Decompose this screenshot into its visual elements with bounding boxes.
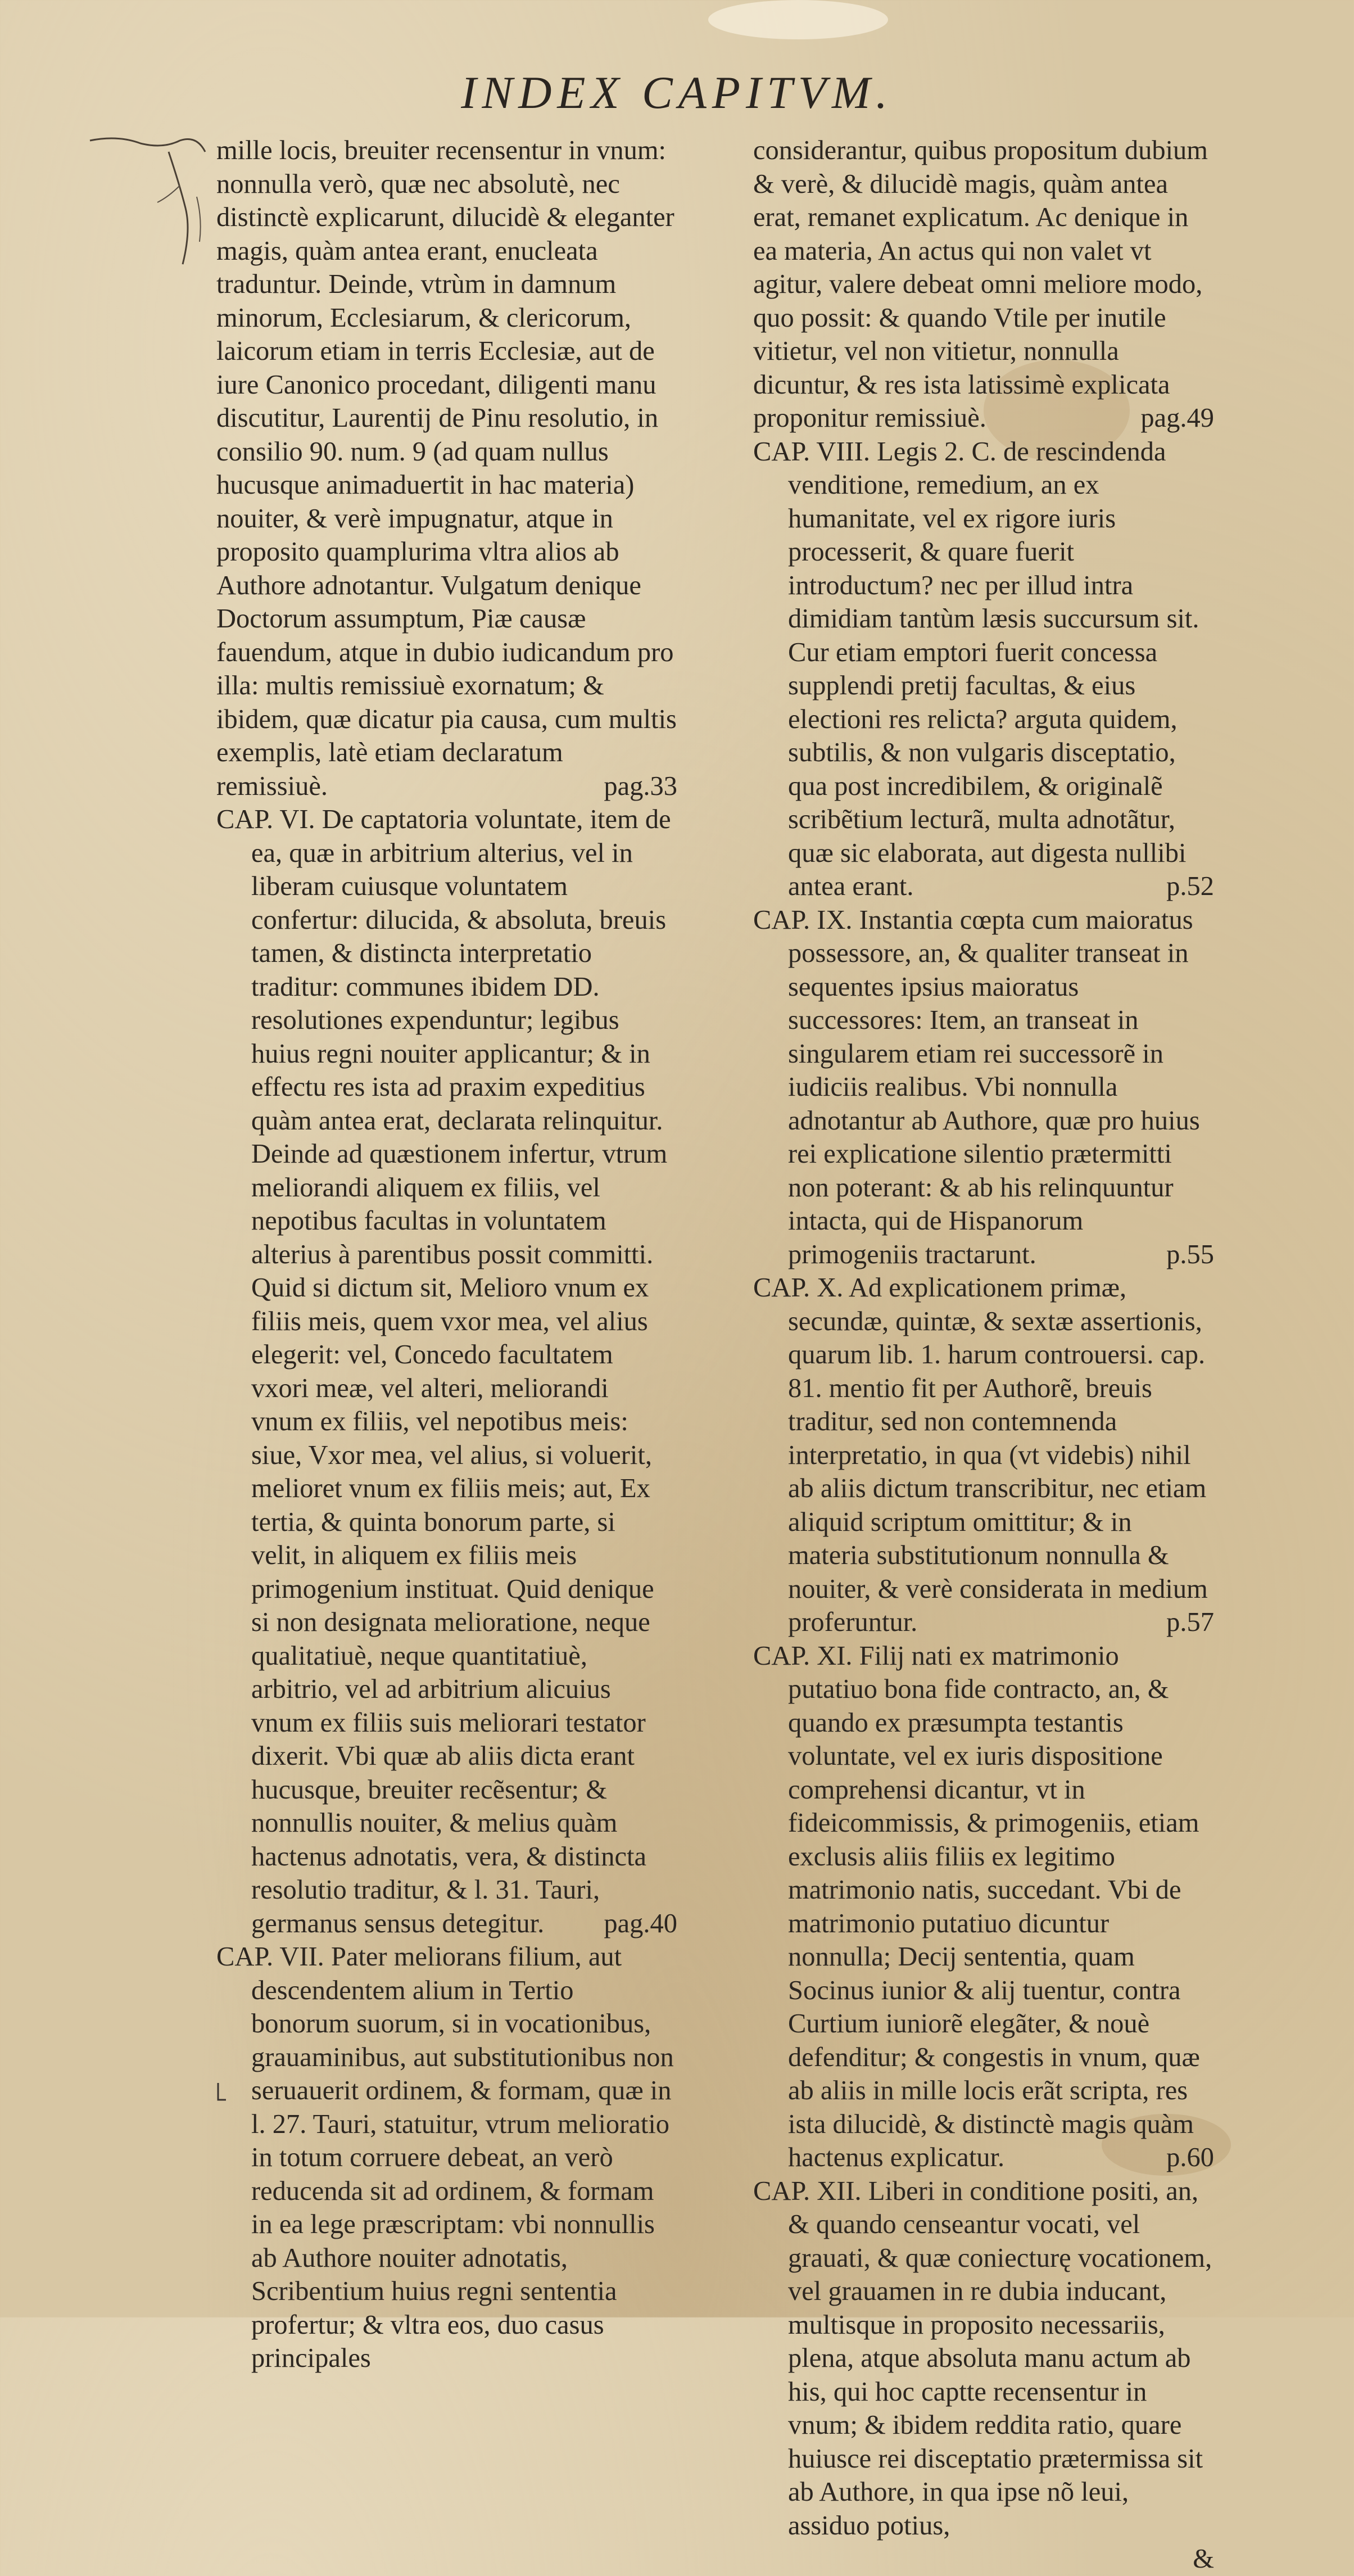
chapter-number: CAP. X. — [753, 1273, 844, 1303]
chapter-number: CAP. VI. — [216, 805, 315, 834]
entry-text: Filij nati ex matrimonio putatiuo bona fide contracto, an, & quando ex præsumpta testantis voluntate, vel ex iuris dispositione comprehensi dicantur, vt in fideicommissis, & primogeniis, etiam exclusis aliis filiis ex legitimo matrimonio natis, succedant. Vbi de matrimonio putatiuo dicuntur nonnulla; Decij sententia, quam Socinus iunior & alij tuentur, contra Curtium iuniorẽ elegãter, & nouè defenditur; & congestis in vnum, quæ ab aliis in mille locis erãt scripta, res ista dilucidè, & distinctè magis quàm hactenus explicatur. — [788, 1640, 1200, 2172]
index-entry — [216, 1940, 677, 2375]
chapter-number: CAP. VII. — [216, 1942, 324, 1972]
page-header: INDEX CAPITVM. — [461, 67, 893, 118]
page-reference: pag.40 — [604, 1908, 677, 1938]
index-entry — [753, 2175, 1214, 2543]
left-index-column — [216, 134, 677, 2375]
entry-text: considerantur, quibus propositum dubium & verè, & dilucidè magis, quàm antea erat, remanet explicatum. Ac denique in ea materia, An actus qui non valet vt agitur, valere debeat omni meliore modo, quo possit: & quando Vtile per inutile vitietur, vel non vitietur, nonnulla dicuntur, & res ista latissimè explicata proponitur remissiuè. — [753, 135, 1208, 433]
index-entry — [753, 1271, 1214, 1639]
right-index-column — [753, 134, 1214, 2576]
page-reference: p.57 — [1166, 1607, 1214, 1637]
corner-mark-icon — [212, 2080, 229, 2103]
entry-text: Instantia cœpta cum maioratus possessore, an, & qualiter transeat in sequentes ipsius maioratus successores: Item, an transeat in singularem etiam rei successorẽ in iudiciis realibus. Vbi nonnulla adnotantur ab Authore, quæ pro huius rei explicatione silentio prætermitti non poterant: & ab his relinquuntur intacta, qui de Hispanorum primogeniis tractarunt. — [788, 905, 1200, 1269]
loose-thread-icon — [84, 118, 208, 275]
page-reference: p.52 — [1166, 871, 1214, 901]
chapter-number: CAP. VIII. — [753, 436, 870, 467]
index-entry — [216, 803, 677, 1940]
page-reference: p.55 — [1166, 1239, 1214, 1269]
entry-text: Legis 2. C. de rescindenda venditione, remedium, an ex humanitate, vel ex rigore iuris processerit, & quare fuerit introductum? nec per illud intra dimidiam tantùm læsis succursum sit. Cur etiam emptori fuerit concessa supplendi pretij facultas, & eius electioni res relicta? arguta quidem, subtilis, & non vulgaris disceptatio, qua post incredibilem, & originalẽ scribẽtium lecturã, multa adnotãtur, quæ sic elaborata, aut digesta nullibi antea erant. — [788, 436, 1199, 901]
index-entry — [753, 1639, 1214, 2175]
entry-text: Liberi in conditione positi, an, & quando censeantur vocati, vel grauati, & quæ coniecturę vocationem, vel grauamen in re dubia inducant, multisque in proposito necessariis, plena, atque absoluta manu actum ab his, qui hoc captte recensentur in vnum; & ibidem reddita ratio, quare huiusce rei disceptatio prætermissa sit ab Authore, in qua ipse nõ leui, assiduo potius, — [788, 2176, 1212, 2541]
page-reference: p.60 — [1166, 2143, 1214, 2172]
page-reference: pag.49 — [1140, 403, 1214, 433]
chapter-number: CAP. XI. — [753, 1640, 853, 1671]
index-entry — [753, 134, 1214, 435]
catchword: & — [1193, 2544, 1214, 2574]
entry-text: Ad explicationem primæ, secundæ, quintæ, & sextæ assertionis, quarum lib. 1. harum controuersi. cap. 81. mentio fit per Authorẽ, breuis traditur, sed non contemnenda interpretatio, in qua (vt videbis) nihil ab aliis dictum transcribitur, nec etiam aliquid scriptum omittitur; & in materia substitutionum nonnulla & nouiter, & verè considerata in medium proferuntur. — [788, 1273, 1208, 1637]
page-reference: pag.33 — [604, 771, 677, 801]
paper-stain — [708, 0, 888, 39]
index-entry — [753, 435, 1214, 903]
entry-text: De captatoria voluntate, item de ea, quæ in arbitrium alterius, vel in liberam cuiusque voluntatem confertur: dilucida, & absoluta, breuis tamen, & distincta interpretatio traditur: communes ibidem DD. resolutiones expenduntur; legibus huius regni nouiter applicantur; & in effectu res ista ad praxim expeditius quàm antea erat, declarata relinquitur. Deinde ad quæstionem infertur, vtrum meliorandi aliquem ex filiis, vel nepotibus facultas in voluntatem alterius à parentibus possit committi. Quid si dictum sit, Melioro vnum ex filiis meis, quem vxor mea, vel alius elegerit: vel, Concedo facultatem vxori meæ, vel alteri, meliorandi vnum ex filiis, vel nepotibus meis: siue, Vxor mea, vel alius, si voluerit, melioret vnum ex filiis meis; aut, Ex tertia, & quinta bonorum parte, si velit, in aliquem ex filiis meis primogenium instituat. Quid denique si non designata melioratione, neque qualitatiuè, neque quantitatiuè, arbitrio, vel ad arbitrium alicuius vnum ex filiis suis meliorari testator dixerit. Vbi quæ ab aliis dicta erant hucusque, breuiter recẽsentur; & nonnullis nouiter, & melius quàm hactenus adnotatis, vera, & distincta resolutio traditur, & l. 31. Tauri, germanus sensus detegitur. — [251, 805, 671, 1938]
entry-text: Pater meliorans filium, aut descendentem alium in Tertio bonorum suorum, si in vocationibus, grauaminibus, aut substitutionibus non seruauerit ordinem, & formam, quæ in l. 27. Tauri, statuitur, vtrum melioratio in totum corruere debeat, an verò reducenda sit ad ordinem, & formam in ea lege præscriptam: vbi nonnullis ab Authore nouiter adnotatis, Scribentium huius regni sententia profertur; & vltra eos, duo casus principales — [251, 1942, 674, 2373]
index-entry — [753, 903, 1214, 1272]
catchword-line — [753, 2542, 1214, 2576]
entry-text: mille locis, breuiter recensentur in vnum: nonnulla verò, quæ nec absolutè, nec distinctè explicarunt, dilucidè & eleganter magis, quàm antea erant, enucleata traduntur. Deinde, vtrùm in damnum minorum, Ecclesiarum, & clericorum, laicorum etiam in terris Ecclesiæ, aut de iure Canonico procedant, diligenti manu discutitur, Laurentij de Pinu resolutio, in consilio 90. num. 9 (ad quam nullus hucusque animaduertit in hac materia) nouiter, & verè impugnatur, atque in proposito quamplurima vltra alios ab Authore adnotantur. Vulgatum denique Doctorum assumptum, Piæ causæ fauendum, atque in dubio iudicandum pro illa: multis remissiuè exornatum; & ibidem, quæ dicatur pia causa, cum multis exemplis, latè etiam declaratum remissiuè. — [216, 135, 677, 801]
index-entry — [216, 134, 677, 803]
chapter-number: CAP. XII. — [753, 2176, 862, 2206]
chapter-number: CAP. IX. — [753, 905, 853, 935]
